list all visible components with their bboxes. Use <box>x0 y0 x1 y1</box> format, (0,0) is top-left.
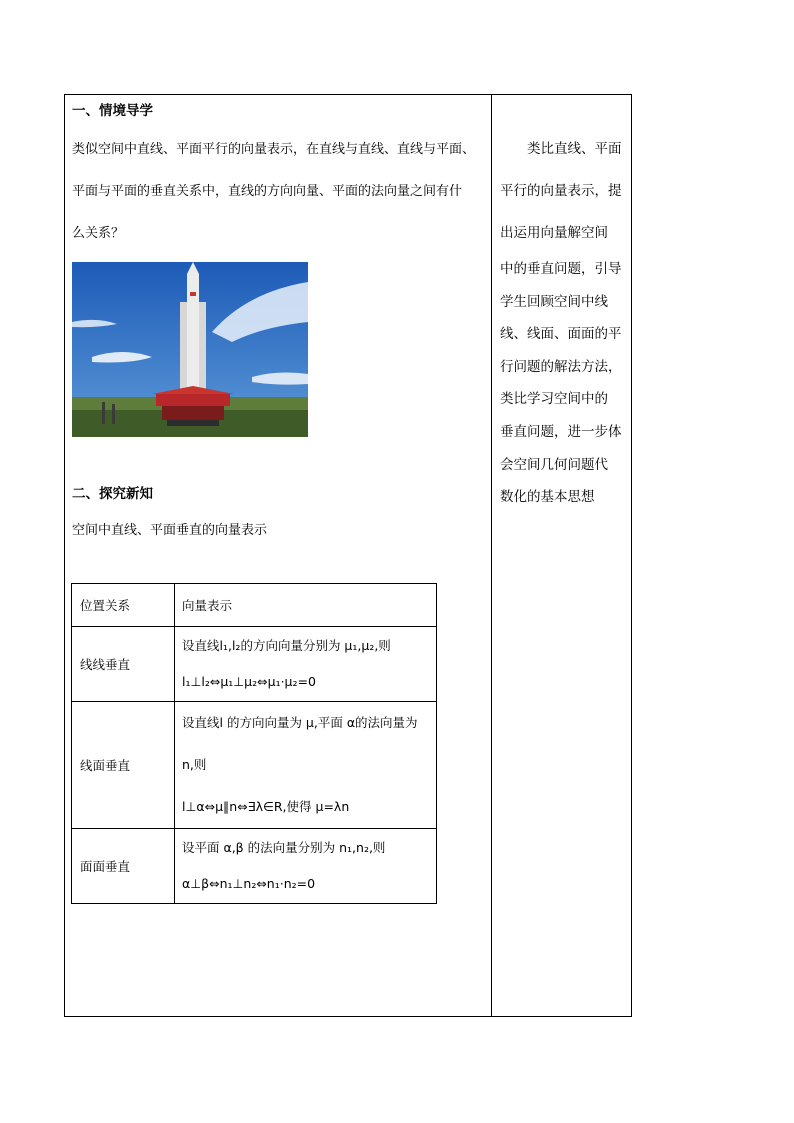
note-line: 行问题的解法方法， <box>500 358 622 375</box>
note-line: 学生回顾空间中线 <box>500 293 608 310</box>
relation-line-plane: 线面垂直 <box>72 702 175 829</box>
table-cell-text: 设直线l 的方向向量为 μ,平面 α的法向量为 <box>182 715 418 730</box>
table-cell-text: l₁⊥l₂⇔μ₁⊥μ₂⇔μ₁·μ₂=0 <box>182 674 316 689</box>
intro-line-3: 么关系？ <box>72 226 125 241</box>
table-row <box>72 627 437 702</box>
vector-plane-plane <box>175 829 437 904</box>
relation-line-line: 线线垂直 <box>72 627 175 702</box>
note-line: 类比学习空间中的 <box>500 391 608 408</box>
note-line: 出运用向量解空间 <box>500 225 608 241</box>
table-cell-text: l⊥α⇔μ∥n⇔∃λ∈R,使得 μ=λn <box>182 799 350 814</box>
section2-subtitle: 空间中直线、平面垂直的向量表示 <box>72 523 268 538</box>
note-line: 会空间几何问题代 <box>500 456 608 473</box>
intro-line-2: 平面与平面的垂直关系中，直线的方向向量、平面的法向量之间有什 <box>72 184 463 199</box>
header-relation: 位置关系 <box>72 584 175 627</box>
table-row <box>72 702 437 829</box>
header-vector: 向量表示 <box>175 584 437 627</box>
note-line: 中的垂直问题，引导 <box>500 261 622 277</box>
section1-heading: 一、情境导学 <box>72 103 153 119</box>
relation-plane-plane: 面面垂直 <box>72 829 175 904</box>
table-cell-text: α⊥β⇔n₁⊥n₂⇔n₁·n₂=0 <box>182 876 316 891</box>
vector-representation-table <box>71 583 437 904</box>
intro-line-1: 类似空间中直线、平面平行的向量表示，在直线与直线、直线与平面、 <box>72 142 476 157</box>
table-cell-text: 设平面 α,β 的法向量分别为 n₁,n₂,则 <box>182 840 386 855</box>
teaching-notes <box>500 133 628 514</box>
column-divider <box>491 94 492 1017</box>
table-row <box>72 829 437 904</box>
vector-line-plane <box>175 702 437 829</box>
vector-line-line <box>175 627 437 702</box>
note-line: 平行的向量表示，提 <box>500 183 622 199</box>
rocket-launch-photo <box>72 262 308 437</box>
note-line: 数化的基本思想 <box>500 489 595 506</box>
table-cell-text: n,则 <box>182 757 207 772</box>
note-line: 类比直线、平面 <box>500 141 622 157</box>
note-line: 线、线面、面面的平 <box>500 326 622 343</box>
table-header-row <box>72 584 437 627</box>
section2-heading: 二、探究新知 <box>72 486 153 502</box>
table-cell-text: 设直线l₁,l₂的方向向量分别为 μ₁,μ₂,则 <box>182 638 391 653</box>
note-line: 垂直问题，进一步体 <box>500 423 622 440</box>
